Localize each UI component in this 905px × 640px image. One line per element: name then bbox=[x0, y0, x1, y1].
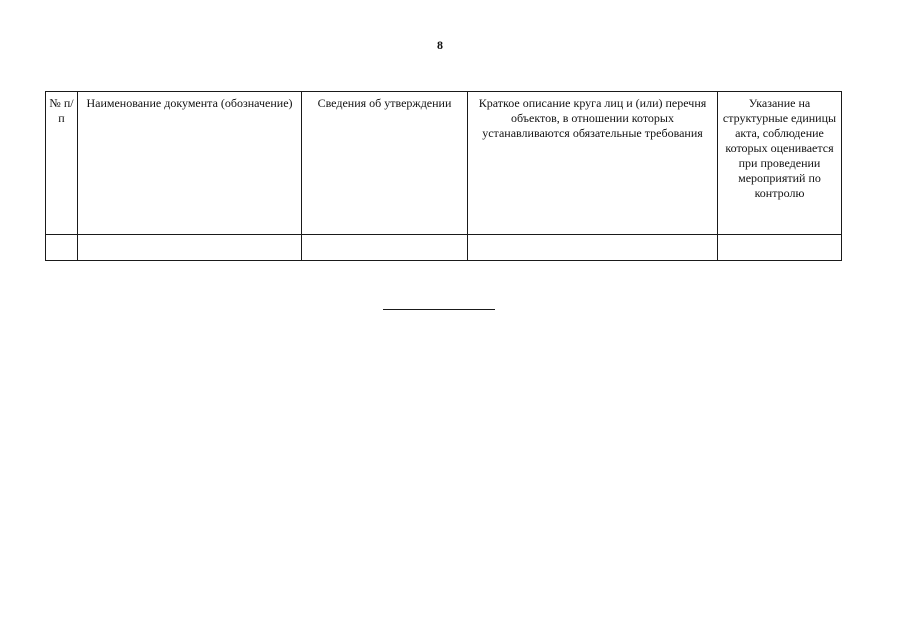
header-structural-units: Указание на структурные единицы акта, соблюдение которых оценивается при проведении мероприятий по контролю bbox=[718, 92, 842, 235]
table-cell bbox=[302, 235, 468, 261]
table-cell bbox=[468, 235, 718, 261]
header-scope-description: Краткое описание круга лиц и (или) перечня объектов, в отношении которых устанавливаются обязательные требования bbox=[468, 92, 718, 235]
header-document-name: Наименование документа (обозначение) bbox=[78, 92, 302, 235]
requirements-table bbox=[45, 91, 842, 261]
header-number: № п/п bbox=[46, 92, 78, 235]
table-cell bbox=[46, 235, 78, 261]
table-cell bbox=[78, 235, 302, 261]
header-approval-info: Сведения об утверждении bbox=[302, 92, 468, 235]
table-header-row bbox=[46, 92, 842, 235]
table-row bbox=[46, 235, 842, 261]
page-number: 8 bbox=[437, 38, 443, 52]
table-cell bbox=[718, 235, 842, 261]
end-divider-line bbox=[383, 309, 495, 310]
